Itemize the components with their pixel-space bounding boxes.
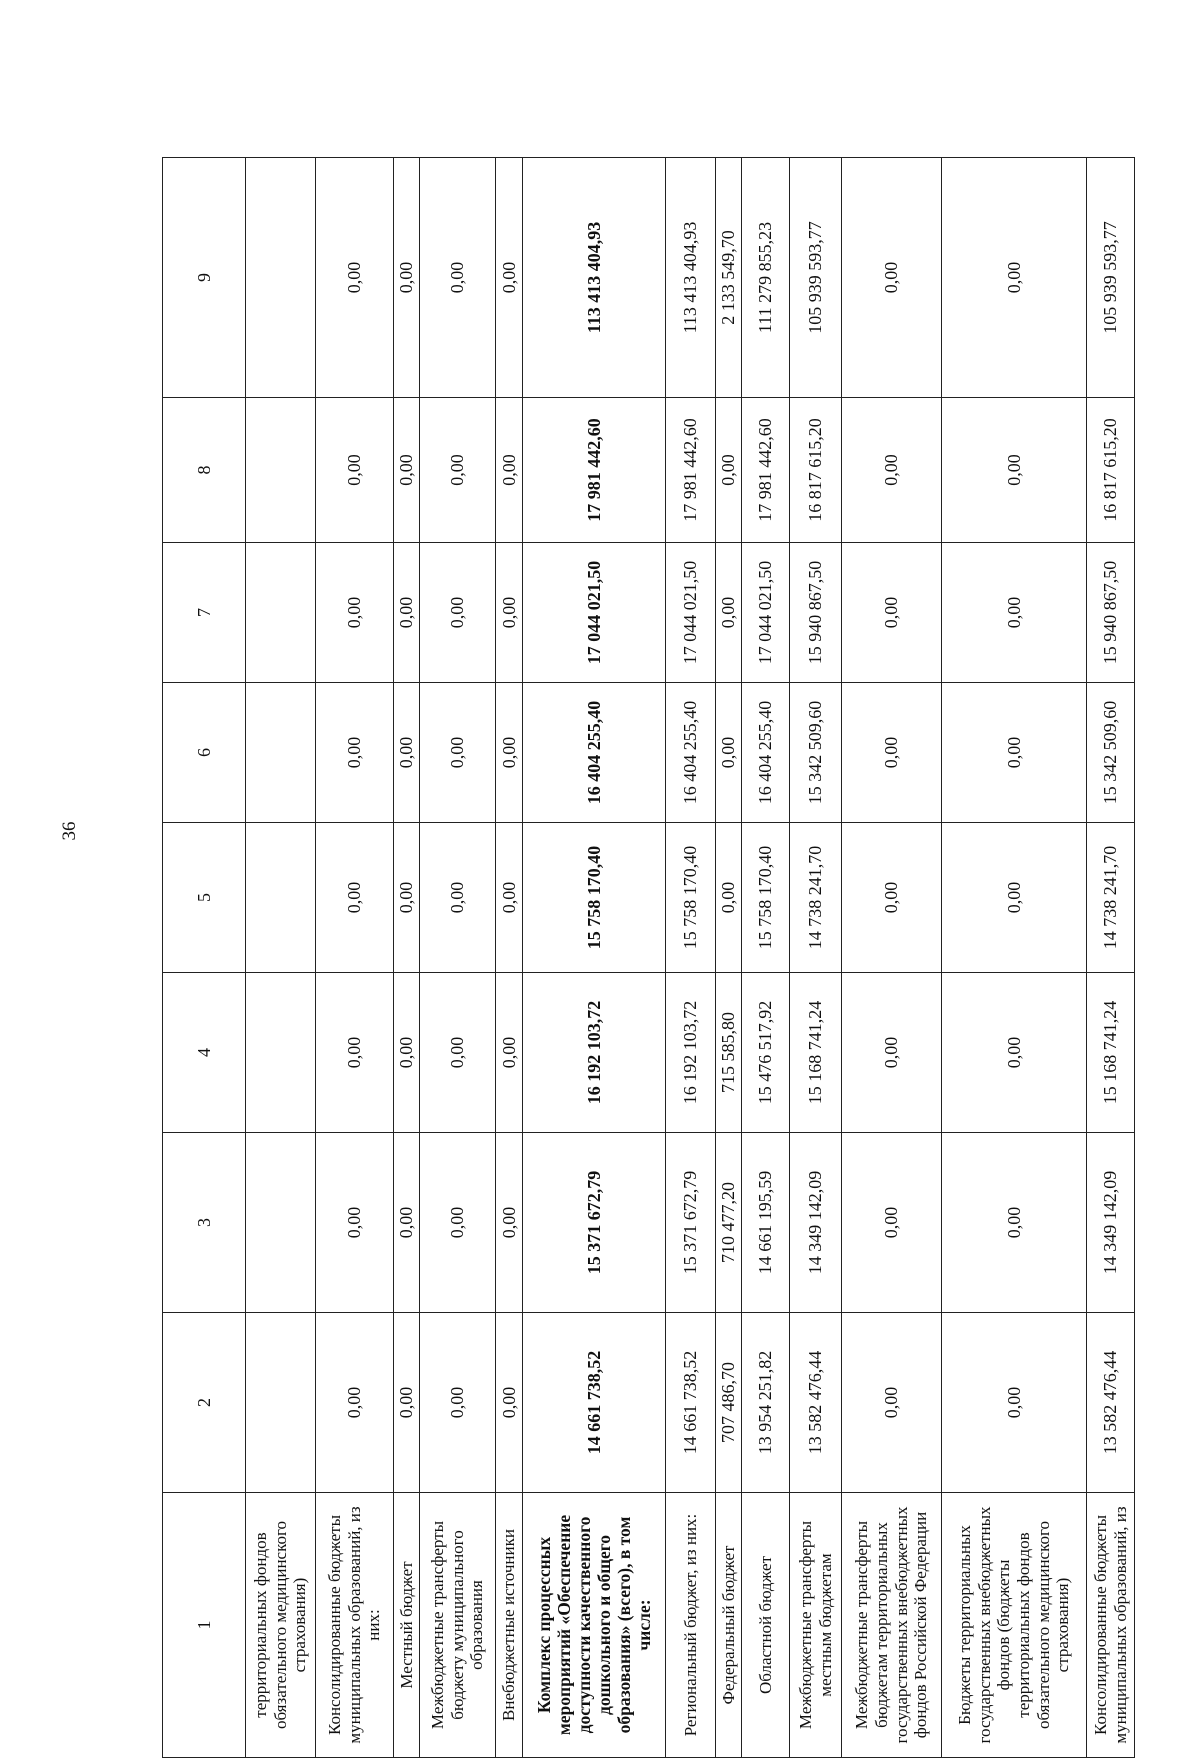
value-cell: 0,00 [942, 683, 1087, 823]
table-row [394, 158, 420, 1758]
row-label: Межбюджетные трансферты бюджету муниципального образования [420, 1493, 496, 1758]
table-row [496, 158, 523, 1758]
value-cell: 0,00 [716, 543, 742, 683]
column-header: 6 [163, 683, 246, 823]
value-cell: 15 342 509,60 [790, 683, 842, 823]
table-row [420, 158, 496, 1758]
value-cell: 0,00 [394, 1133, 420, 1313]
value-cell: 0,00 [942, 973, 1087, 1133]
row-label: Консолидированные бюджеты муниципальных образований, из них: [316, 1493, 394, 1758]
value-cell: 15 371 672,79 [666, 1133, 716, 1313]
value-cell [246, 158, 316, 398]
value-cell: 0,00 [316, 1313, 394, 1493]
row-label: Местный бюджет [394, 1493, 420, 1758]
value-cell: 0,00 [420, 1133, 496, 1313]
value-cell: 15 940 867,50 [790, 543, 842, 683]
value-cell: 0,00 [842, 683, 942, 823]
value-cell: 0,00 [394, 823, 420, 973]
column-header: 8 [163, 398, 246, 543]
row-label: Комплекс процессных мероприятий «Обеспечение доступности качественного дошкольного и общего образования» (всего), в том числе: [523, 1493, 666, 1758]
value-cell: 17 981 442,60 [742, 398, 790, 543]
value-cell: 15 758 170,40 [523, 823, 666, 973]
value-cell: 0,00 [420, 398, 496, 543]
value-cell: 16 192 103,72 [523, 973, 666, 1133]
value-cell [246, 543, 316, 683]
value-cell: 15 168 741,24 [790, 973, 842, 1133]
value-cell: 0,00 [394, 158, 420, 398]
value-cell: 710 477,20 [716, 1133, 742, 1313]
value-cell: 0,00 [394, 543, 420, 683]
value-cell: 0,00 [420, 973, 496, 1133]
column-header: 2 [163, 1313, 246, 1493]
value-cell: 0,00 [942, 543, 1087, 683]
value-cell: 0,00 [942, 398, 1087, 543]
row-label: Межбюджетные трансферты местным бюджетам [790, 1493, 842, 1758]
value-cell: 0,00 [496, 158, 523, 398]
value-cell: 14 349 142,09 [790, 1133, 842, 1313]
column-header: 9 [163, 158, 246, 398]
table-row [246, 158, 316, 1758]
row-label: территориальных фондов обязательного медицинского страхования) [246, 1493, 316, 1758]
value-cell: 14 738 241,70 [1087, 823, 1135, 973]
value-cell: 105 939 593,77 [790, 158, 842, 398]
value-cell: 14 349 142,09 [1087, 1133, 1135, 1313]
table-row [523, 158, 666, 1758]
value-cell: 14 661 738,52 [523, 1313, 666, 1493]
value-cell: 17 981 442,60 [523, 398, 666, 543]
value-cell: 0,00 [842, 398, 942, 543]
value-cell: 0,00 [496, 543, 523, 683]
column-header: 3 [163, 1133, 246, 1313]
value-cell: 0,00 [394, 1313, 420, 1493]
value-cell: 0,00 [942, 823, 1087, 973]
value-cell: 17 044 021,50 [523, 543, 666, 683]
value-cell: 105 939 593,77 [1087, 158, 1135, 398]
row-label: Федеральный бюджет [716, 1493, 742, 1758]
value-cell: 0,00 [496, 398, 523, 543]
value-cell: 0,00 [316, 683, 394, 823]
value-cell: 0,00 [420, 158, 496, 398]
value-cell: 0,00 [942, 1133, 1087, 1313]
value-cell: 0,00 [394, 973, 420, 1133]
value-cell: 0,00 [716, 398, 742, 543]
value-cell: 0,00 [394, 398, 420, 543]
value-cell: 0,00 [316, 1133, 394, 1313]
value-cell: 15 168 741,24 [1087, 973, 1135, 1133]
value-cell: 17 981 442,60 [666, 398, 716, 543]
column-number-row [163, 158, 246, 1758]
value-cell: 0,00 [316, 158, 394, 398]
value-cell: 0,00 [716, 683, 742, 823]
value-cell: 15 940 867,50 [1087, 543, 1135, 683]
value-cell: 0,00 [842, 973, 942, 1133]
value-cell: 113 413 404,93 [523, 158, 666, 398]
table-row [316, 158, 394, 1758]
value-cell: 0,00 [496, 973, 523, 1133]
value-cell: 16 404 255,40 [742, 683, 790, 823]
value-cell: 14 661 738,52 [666, 1313, 716, 1493]
value-cell: 16 404 255,40 [523, 683, 666, 823]
value-cell: 0,00 [842, 158, 942, 398]
value-cell: 0,00 [842, 543, 942, 683]
value-cell: 2 133 549,70 [716, 158, 742, 398]
value-cell: 113 413 404,93 [666, 158, 716, 398]
value-cell: 0,00 [942, 158, 1087, 398]
value-cell: 0,00 [420, 823, 496, 973]
value-cell: 13 582 476,44 [790, 1313, 842, 1493]
value-cell: 16 404 255,40 [666, 683, 716, 823]
value-cell: 0,00 [316, 543, 394, 683]
table-row [790, 158, 842, 1758]
table-row [716, 158, 742, 1758]
row-label: Межбюджетные трансферты бюджетам территориальных государственных внебюджетных фондов Российской Федерации [842, 1493, 942, 1758]
value-cell: 16 192 103,72 [666, 973, 716, 1133]
value-cell: 0,00 [496, 683, 523, 823]
value-cell: 15 476 517,92 [742, 973, 790, 1133]
value-cell: 0,00 [716, 823, 742, 973]
value-cell: 13 582 476,44 [1087, 1313, 1135, 1493]
column-header: 1 [163, 1493, 246, 1758]
value-cell [246, 823, 316, 973]
value-cell: 15 342 509,60 [1087, 683, 1135, 823]
value-cell: 0,00 [496, 1313, 523, 1493]
value-cell [246, 973, 316, 1133]
row-label: Областной бюджет [742, 1493, 790, 1758]
row-label: Региональный бюджет, из них: [666, 1493, 716, 1758]
budget-table [162, 157, 1135, 1758]
value-cell: 0,00 [316, 398, 394, 543]
row-label: Внебюджетные источники [496, 1493, 523, 1758]
value-cell: 15 758 170,40 [666, 823, 716, 973]
row-label: Консолидированные бюджеты муниципальных образований, из [1087, 1493, 1135, 1758]
value-cell: 0,00 [394, 683, 420, 823]
value-cell: 0,00 [316, 823, 394, 973]
table-row [1087, 158, 1135, 1758]
value-cell: 13 954 251,82 [742, 1313, 790, 1493]
value-cell: 14 661 195,59 [742, 1133, 790, 1313]
value-cell: 17 044 021,50 [666, 543, 716, 683]
table-row [666, 158, 716, 1758]
value-cell [246, 1313, 316, 1493]
value-cell: 0,00 [316, 973, 394, 1133]
value-cell: 0,00 [420, 543, 496, 683]
value-cell: 17 044 021,50 [742, 543, 790, 683]
value-cell: 0,00 [496, 823, 523, 973]
value-cell: 16 817 615,20 [790, 398, 842, 543]
column-header: 4 [163, 973, 246, 1133]
table-row [842, 158, 942, 1758]
table-row [742, 158, 790, 1758]
value-cell [246, 1133, 316, 1313]
value-cell: 15 758 170,40 [742, 823, 790, 973]
row-label: Бюджеты территориальных государственных внебюджетных фондов (бюджеты территориальных фондов обязательного медицинского страхования) [942, 1493, 1087, 1758]
value-cell: 0,00 [420, 683, 496, 823]
value-cell: 715 585,80 [716, 973, 742, 1133]
value-cell: 707 486,70 [716, 1313, 742, 1493]
value-cell: 15 371 672,79 [523, 1133, 666, 1313]
value-cell: 0,00 [842, 1313, 942, 1493]
column-header: 7 [163, 543, 246, 683]
value-cell: 16 817 615,20 [1087, 398, 1135, 543]
value-cell: 111 279 855,23 [742, 158, 790, 398]
budget-table-sheet [162, 158, 1130, 1758]
value-cell [246, 398, 316, 543]
table-row [942, 158, 1087, 1758]
column-header: 5 [163, 823, 246, 973]
value-cell: 0,00 [842, 823, 942, 973]
value-cell: 0,00 [420, 1313, 496, 1493]
value-cell: 0,00 [942, 1313, 1087, 1493]
value-cell: 0,00 [842, 1133, 942, 1313]
value-cell: 14 738 241,70 [790, 823, 842, 973]
page-number: 36 [59, 821, 80, 841]
value-cell: 0,00 [496, 1133, 523, 1313]
value-cell [246, 683, 316, 823]
